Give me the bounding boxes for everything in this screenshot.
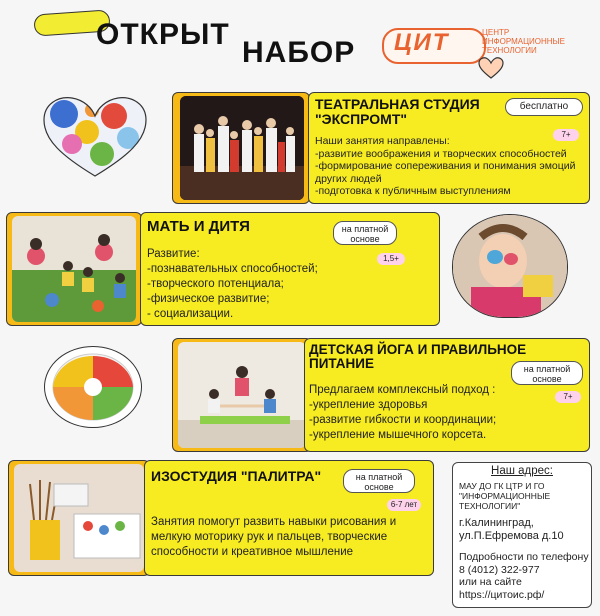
- theatre-photo: [180, 96, 304, 200]
- theatre-card: [308, 92, 590, 204]
- yoga-price-badge: на платной основе: [511, 361, 583, 385]
- theatre-age-badge: 7+: [553, 129, 579, 141]
- mother-card: [140, 212, 440, 326]
- address-city: г.Калининград, ул.П.Ефремова д.10: [459, 517, 564, 542]
- art-description: Занятия помогут развить навыки рисования и мелкую моторику рук и пальцев, творческие способности и креативное мышление: [151, 516, 397, 558]
- small-heart-icon: [478, 56, 504, 80]
- yoga-title: ДЕТСКАЯ ЙОГА И ПРАВИЛЬНОЕ ПИТАНИЕ: [309, 342, 527, 371]
- address-contacts: Подробности по телефону 8 (4012) 322-977 или на сайте https://цитоис.рф/: [459, 551, 589, 601]
- yoga-photo: [178, 342, 306, 448]
- theatre-title: ТЕАТРАЛЬНАЯ СТУДИЯ "ЭКСПРОМТ": [315, 96, 480, 127]
- art-price-badge: на платной основе: [343, 469, 415, 493]
- food-plate-photo: [44, 346, 142, 428]
- mother-description: Развитие: -познавательных способностей; -творческого потенциала; -физическое развитие; - социализации.: [147, 248, 318, 320]
- art-age-badge: 6-7 лет: [387, 499, 421, 511]
- art-title: ИЗОСТУДИЯ "ПАЛИТРА": [151, 468, 322, 484]
- art-photo: [14, 464, 144, 572]
- theatre-price-badge: бесплатно: [505, 98, 583, 116]
- yoga-description: Предлагаем комплексный подход : -укрепление здоровья -развитие гибкости и координации; -укрепление мышечного корсета.: [309, 384, 497, 441]
- mother-title: МАТЬ И ДИТЯ: [147, 218, 250, 235]
- address-heading: Наш адрес:: [491, 465, 553, 477]
- painted-heart-icon: [42, 94, 148, 178]
- child-photo: [452, 214, 568, 318]
- art-card: [144, 460, 434, 576]
- yoga-age-badge: 7+: [555, 391, 581, 403]
- theatre-description: Наши занятия направлены: -развитие воображения и творческих способностей -формирование сопереживания и понимания эмоций других людей -подготовка к публичным выступлениям: [315, 135, 576, 197]
- address-org: МАУ ДО ГК ЦТР И ГО "ИНФОРМАЦИОННЫЕ ТЕХНОЛОГИИ": [459, 481, 551, 511]
- page-title-line2: НАБОР: [242, 36, 356, 69]
- page-title-line1: ОТКРЫТ: [96, 18, 230, 51]
- mother-photo: [12, 216, 136, 322]
- logo-text: ЦИТ: [394, 29, 450, 56]
- mother-price-badge: на платной основе: [333, 221, 397, 245]
- yoga-card: [304, 338, 590, 452]
- address-card: [452, 462, 592, 608]
- mother-age-badge: 1,5+: [377, 253, 405, 265]
- logo-caption: ЦЕНТР ИНФОРМАЦИОННЫЕ ТЕХНОЛОГИИ: [482, 28, 565, 55]
